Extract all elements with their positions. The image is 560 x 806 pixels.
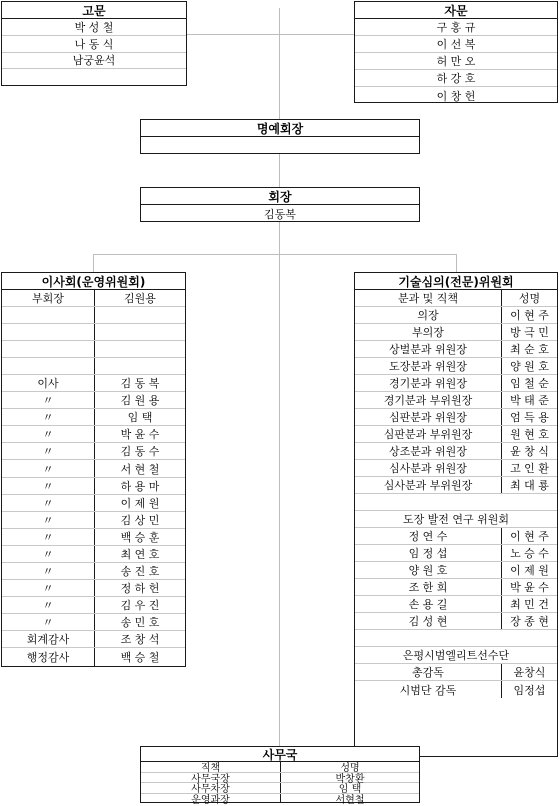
- advisor-name: [2, 69, 186, 86]
- honorary-box: [140, 119, 420, 154]
- board-position: 〃: [42, 411, 54, 425]
- consultant-name: 이 선 복: [436, 38, 476, 51]
- column-divider: [501, 358, 502, 374]
- board-member-name: 서 현 철: [120, 462, 160, 476]
- board-position: 부회장: [32, 292, 64, 305]
- board-row: [2, 597, 185, 614]
- tech-role: 도장분과 위원장: [389, 360, 467, 373]
- tech-role: 심사분과 부위원장: [383, 479, 473, 492]
- research-committee-title-row: [355, 511, 557, 528]
- board-row: [2, 563, 185, 580]
- research-member-name: 정 연 수: [408, 530, 448, 543]
- board-member-name: [95, 358, 185, 374]
- research-row: [355, 562, 557, 579]
- secretariat-row: [141, 783, 419, 794]
- column-divider: [501, 545, 502, 561]
- column-divider: [501, 681, 502, 698]
- column-divider: [501, 562, 502, 578]
- column-divider: [501, 477, 502, 493]
- research-member-name: 임 정 섭: [408, 547, 448, 560]
- consultant-row: [355, 87, 557, 104]
- board-position: [2, 358, 94, 374]
- board-member-name: 김 동 복: [120, 377, 160, 391]
- column-divider: [501, 528, 502, 544]
- demo-team-title: 은평시범엘리트선수단: [402, 649, 510, 662]
- secretariat-header-role: 직책: [200, 763, 221, 775]
- board-position: 행정감사: [26, 650, 70, 664]
- research-member-name: 김 성 현: [408, 615, 448, 628]
- research-row: [355, 545, 557, 562]
- consultants-header: [355, 2, 557, 19]
- tech-role: 의장: [417, 309, 439, 322]
- board-row: [2, 409, 185, 426]
- consultant-name: 하 강 호: [436, 72, 476, 85]
- tech-role: 상벌분과 위원장: [389, 343, 467, 356]
- research-member-name: 장 종 현: [510, 615, 549, 628]
- secretariat-role: 사무국장: [191, 773, 230, 785]
- tech-member-name: [502, 494, 557, 510]
- tech-role: 경기분과 부위원장: [383, 394, 473, 407]
- tech-member-name: 양 원 호: [510, 360, 549, 373]
- board-row: [2, 290, 185, 307]
- consultants-title: 자문: [444, 3, 468, 18]
- column-divider: [501, 613, 502, 629]
- board-member-name: [95, 307, 185, 323]
- secretariat-member-name: 박창환: [335, 773, 365, 785]
- board-row: [2, 392, 185, 409]
- board-member-name: 김 원 용: [120, 394, 160, 408]
- advisor-row: [2, 36, 186, 53]
- tech-row: [355, 477, 557, 494]
- board-member-name: 김 동 수: [120, 445, 160, 459]
- advisor-row: [2, 19, 186, 36]
- advisors-header: [2, 2, 186, 19]
- research-row: [355, 596, 557, 613]
- board-member-name: 조 창 석: [120, 633, 160, 646]
- consultant-row: [355, 70, 557, 87]
- honorary-header: [141, 120, 419, 137]
- connector-top-horizontal: [186, 34, 355, 35]
- board-position: 〃: [42, 564, 54, 578]
- tech-role: [355, 494, 501, 510]
- research-member-name: 손 용 길: [408, 598, 448, 611]
- tech-role: 상조분과 위원장: [389, 445, 467, 458]
- advisor-row: [2, 52, 186, 69]
- tech-member-name: 최 대 룡: [510, 479, 549, 492]
- honorary-value: [141, 137, 419, 154]
- board-position: 〃: [42, 513, 54, 527]
- tech-role: 심판분과 부위원장: [383, 428, 473, 441]
- board-row: [2, 512, 185, 529]
- column-divider: [501, 307, 502, 323]
- advisor-name: 남궁윤석: [72, 54, 116, 67]
- tech-member-name: 엄 득 용: [510, 411, 549, 424]
- board-row: [2, 495, 185, 512]
- board-position: 〃: [42, 581, 54, 595]
- board-member-name: 박 윤 수: [120, 428, 160, 442]
- column-divider: [501, 290, 502, 306]
- consultants-box: [354, 1, 558, 103]
- tech-column-header: [355, 290, 557, 307]
- column-divider: [501, 426, 502, 442]
- board-row: [2, 631, 185, 648]
- secretariat-member-name: 서현철: [335, 795, 365, 806]
- connector-mid-horizontal: [93, 254, 456, 255]
- board-position: 〃: [42, 547, 54, 561]
- demo-team-row: [355, 681, 557, 698]
- board-member-name: 백 승 훈: [120, 530, 160, 544]
- tech-row: [355, 358, 557, 375]
- consultant-name: 이 창 헌: [436, 89, 476, 103]
- tech-member-name: 박 태 준: [510, 394, 549, 407]
- board-row: [2, 324, 185, 341]
- board-row: [2, 546, 185, 563]
- consultant-row: [355, 19, 557, 36]
- board-position: 〃: [42, 428, 54, 442]
- secretariat-row: [141, 794, 419, 805]
- board-position: [2, 307, 94, 323]
- board-row: [2, 478, 185, 495]
- column-divider: [501, 341, 502, 357]
- tech-member-name: 최 순 호: [510, 343, 549, 356]
- board-row: [2, 358, 185, 375]
- president-row: [141, 205, 419, 222]
- secretariat-title: 사무국: [262, 747, 298, 762]
- connector-right-drop: [456, 254, 457, 272]
- demo-team-role: 시범단 감독: [399, 683, 457, 697]
- research-member-name: 박 윤 수: [510, 581, 549, 594]
- column-divider: [501, 596, 502, 612]
- consultant-name: 허 만 오: [436, 55, 476, 68]
- board-position: 〃: [42, 462, 54, 476]
- research-member-name: 노 승 수: [510, 547, 549, 560]
- president-name: 김동복: [264, 207, 296, 221]
- board-position: 〃: [42, 394, 54, 408]
- demo-team-member-name: 임정섭: [513, 683, 546, 697]
- board-member-name: 김 우 진: [120, 598, 160, 612]
- board-member-name: 정 하 헌: [120, 581, 160, 595]
- tech-row: [355, 443, 557, 460]
- board-member-name: [95, 341, 185, 357]
- demo-team-role: 총감독: [412, 666, 444, 679]
- secretariat-column-header: [141, 762, 419, 773]
- tech-header: [355, 273, 557, 290]
- tech-member-name: 고 인 환: [510, 462, 549, 475]
- secretariat-role: 운영과장: [191, 795, 230, 806]
- tech-role: 심판분과 위원장: [389, 411, 467, 424]
- advisor-name: 박 성 철: [74, 21, 114, 34]
- column-divider: [501, 392, 502, 408]
- tech-role: 심사분과 위원장: [389, 462, 467, 475]
- board-row: [2, 461, 185, 478]
- board-member-name: 백 승 철: [120, 650, 160, 664]
- research-row: [355, 630, 557, 647]
- advisor-name: 나 동 식: [74, 37, 114, 51]
- research-member-name: 이 제 원: [510, 564, 549, 577]
- board-member-name: 최 연 호: [120, 547, 160, 561]
- board-row: [2, 529, 185, 546]
- tech-header-name: 성명: [518, 292, 541, 305]
- board-box: [1, 272, 186, 667]
- board-row: [2, 443, 185, 460]
- board-member-name: 김 상 민: [120, 513, 160, 527]
- column-divider: [501, 460, 502, 476]
- tech-row: [355, 324, 557, 341]
- advisors-title: 고문: [82, 3, 106, 18]
- consultant-row: [355, 36, 557, 53]
- tech-row: [355, 409, 557, 426]
- board-row: [2, 375, 185, 392]
- research-committee-title: 도장 발전 연구 위원회: [402, 513, 510, 526]
- board-member-name: 송 민 호: [120, 615, 160, 629]
- board-member-name: 하 용 마: [120, 479, 160, 493]
- board-position: 〃: [42, 615, 54, 629]
- board-position: 회계감사: [26, 633, 70, 646]
- tech-row: [355, 375, 557, 392]
- honorary-title: 명예회장: [256, 121, 304, 136]
- column-divider: [501, 443, 502, 459]
- demo-team-member-name: 윤창식: [513, 666, 546, 679]
- research-member-name: 양 원 호: [408, 564, 448, 577]
- tech-row: [355, 307, 557, 324]
- secretariat-role: 사무차장: [191, 784, 230, 796]
- secretariat-member-name: 임 택: [338, 784, 362, 796]
- tech-member-name: 원 현 호: [510, 428, 549, 441]
- board-row: [2, 648, 185, 665]
- tech-row: [355, 341, 557, 358]
- board-position: 〃: [42, 530, 54, 544]
- secretariat-header: [141, 747, 419, 762]
- research-member-name: 최 민 건: [510, 598, 549, 611]
- tech-row: [355, 392, 557, 409]
- board-header: [2, 273, 185, 290]
- column-divider: [501, 375, 502, 391]
- demo-team-row: [355, 664, 557, 681]
- demo-team-title-row: [355, 647, 557, 664]
- secretariat-header-name: 성명: [340, 763, 360, 775]
- board-row: [2, 426, 185, 443]
- board-member-name: 김원용: [124, 292, 156, 305]
- research-member-name: 이 현 주: [510, 530, 549, 543]
- tech-member-name: 이 현 주: [510, 309, 549, 322]
- president-header: [141, 188, 419, 205]
- column-divider: [501, 579, 502, 595]
- advisors-box: [1, 1, 187, 86]
- board-row: [2, 580, 185, 597]
- board-position: 이사: [37, 377, 59, 391]
- tech-header-role: 분과 및 직책: [397, 292, 459, 305]
- tech-row: [355, 426, 557, 443]
- board-member-name: 이 제 원: [120, 496, 160, 510]
- tech-member-name: 방 극 민: [510, 326, 549, 339]
- tech-title: 기술심의(전문)위원회: [398, 274, 514, 289]
- advisor-row: [2, 69, 186, 86]
- tech-row: [355, 494, 557, 511]
- tech-role: 경기분과 위원장: [389, 377, 467, 390]
- board-position: 〃: [42, 479, 54, 493]
- research-member-name: [502, 630, 557, 646]
- column-divider: [501, 324, 502, 340]
- tech-member-name: 임 철 순: [510, 377, 549, 390]
- honorary-row: [141, 137, 419, 154]
- research-row: [355, 579, 557, 596]
- research-member-name: 조 한 희: [408, 581, 448, 594]
- board-position: 〃: [42, 496, 54, 510]
- column-divider: [501, 664, 502, 680]
- research-member-name: [355, 630, 501, 646]
- board-title: 이사회(운영위원회): [41, 274, 146, 289]
- board-member-name: 임 택: [127, 411, 153, 425]
- consultant-name: 구 홍 규: [436, 21, 476, 34]
- board-position: [2, 341, 94, 357]
- board-position: 〃: [42, 598, 54, 612]
- connector-left-drop: [93, 254, 94, 272]
- board-row: [2, 341, 185, 358]
- board-member-name: 송 진 호: [120, 564, 160, 578]
- secretariat-box: [140, 746, 420, 806]
- column-divider: [501, 409, 502, 425]
- secretariat-row: [141, 773, 419, 784]
- tech-row: [355, 460, 557, 477]
- board-row: [2, 614, 185, 631]
- board-position: 〃: [42, 445, 54, 459]
- research-row: [355, 613, 557, 630]
- research-row: [355, 528, 557, 545]
- board-row: [2, 307, 185, 324]
- consultant-row: [355, 53, 557, 70]
- president-box: [140, 187, 420, 222]
- board-position: [2, 324, 94, 340]
- tech-role: 부의장: [412, 326, 444, 339]
- tech-box: [354, 272, 558, 757]
- president-title: 회장: [268, 189, 292, 204]
- tech-member-name: 윤 창 식: [510, 445, 549, 458]
- board-member-name: [95, 324, 185, 340]
